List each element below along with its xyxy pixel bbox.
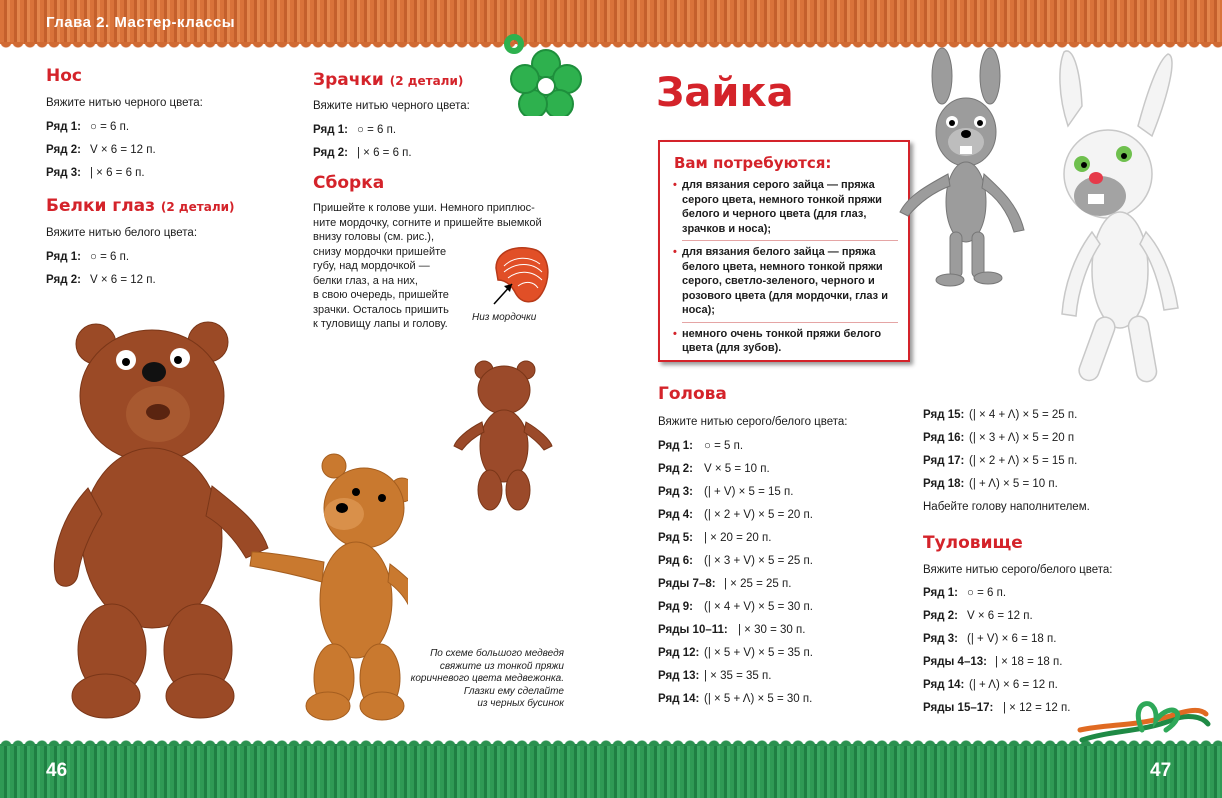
pattern-row: Ряд 1: ○ = 6 п.	[46, 120, 130, 133]
bunny-title: Зайка	[656, 70, 794, 116]
eye-whites-section	[46, 196, 235, 291]
head-intro: Вяжите нитью серого/белого цвета:	[658, 416, 848, 428]
small-bear-caption: По схеме большого медведя свяжите из тонкой пряжи коричневого цвета медвежонка. Глазки ему сделайте из черных бусинок	[410, 648, 564, 709]
pupils-title: Зрачки (2 детали)	[313, 70, 464, 90]
pattern-row: Ряд 1: ○ = 6 п.	[46, 250, 130, 263]
assembly-text: Пришейте к голове уши. Немного приплюс- ните мордочку, согните и пришейте выемкой внизу головы (см. рис.), снизу мордочки пришейте губу, над мордочкой — белки глаз, а на них, в свою очередь, пришейте зрачки. Осталось пришить к туловищу лапы и голову.	[313, 202, 542, 330]
materials-title: Вам потребуются:	[674, 154, 832, 172]
pattern-row: Ряд 1: ○ = 6 п.	[313, 123, 397, 136]
pattern-row: Ряд 13: | × 35 = 35 п.	[658, 669, 772, 682]
materials-item: • для вязания серого зайца — пряжа серого цвета, немного тонкой пряжи белого и черного цвета (для глаз, зрачков и носа);	[682, 178, 898, 241]
pattern-row: Ряд 2: V × 6 = 12 п.	[923, 609, 1033, 622]
pupils-section	[313, 70, 470, 164]
pattern-row: Ряд 2: V × 6 = 12 п.	[46, 273, 156, 286]
nose-title: Нос	[46, 66, 82, 86]
knit-footer-band	[0, 744, 1222, 798]
pattern-row: Ряд 2: V × 6 = 12 п.	[46, 143, 156, 156]
head-title: Голова	[658, 384, 727, 404]
pattern-row: Ряд 2: V × 5 = 10 п.	[658, 462, 770, 475]
small-bear-photo	[244, 452, 408, 724]
muzzle-caption: Низ мордочки	[472, 312, 537, 323]
pattern-row: Ряд 2: | × 6 = 6 п.	[313, 146, 412, 159]
pattern-row: Ряд 5: | × 20 = 20 п.	[658, 531, 772, 544]
white-bunny-photo	[1028, 46, 1204, 396]
pattern-row: Ряд 18: (| + Λ) × 5 = 10 п.	[923, 477, 1058, 490]
pattern-row: Ряды 15–17: | × 12 = 12 п.	[923, 701, 1071, 714]
pattern-row: Ряд 12: (| × 5 + V) × 5 = 35 п.	[658, 646, 813, 659]
materials-item: • немного очень тонкой пряжи белого цвета (для зубов).	[682, 327, 898, 360]
pattern-row: Ряд 14: (| × 5 + Λ) × 5 = 30 п.	[658, 692, 813, 705]
materials-item: • для вязания белого зайца — пряжа белого цвета, немного тонкой пряжи серого, светло-зеленого, черного и розового цвета (для мордочки, глаз и носа);	[682, 245, 898, 323]
pattern-row: Ряд 14: (| + Λ) × 6 = 12 п.	[923, 678, 1058, 691]
eye-whites-intro: Вяжите нитью белого цвета:	[46, 227, 198, 239]
assembly-title: Сборка	[313, 173, 385, 193]
pattern-row: Ряд 16: (| × 3 + Λ) × 5 = 20 п	[923, 431, 1075, 444]
pattern-row: Ряд 1: ○ = 6 п.	[923, 586, 1007, 599]
pattern-row: Ряд 17: (| × 2 + Λ) × 5 = 15 п.	[923, 454, 1078, 467]
page-number-left: 46	[46, 760, 68, 781]
pattern-row: Ряд 1: ○ = 5 п.	[658, 439, 744, 452]
nose-intro: Вяжите нитью черного цвета:	[46, 97, 203, 109]
big-bear-photo	[40, 318, 270, 722]
pupils-intro: Вяжите нитью черного цвета:	[313, 100, 470, 112]
muzzle-diagram	[478, 240, 558, 312]
head-section-continued	[923, 403, 1090, 515]
pattern-row: Ряды 7–8: | × 25 = 25 п.	[658, 577, 792, 590]
body-title: Туловище	[923, 533, 1023, 553]
page-number-right: 47	[1150, 760, 1172, 781]
pattern-row: Ряд 3: (| + V) × 5 = 15 п.	[658, 485, 794, 498]
nose-section	[46, 66, 203, 184]
flower-decoration	[496, 28, 588, 116]
pattern-row: Ряд 3: | × 6 = 6 п.	[46, 166, 145, 179]
head-outro: Набейте голову наполнителем.	[923, 501, 1090, 513]
pattern-row: Ряды 4–13: | × 18 = 18 п.	[923, 655, 1063, 668]
body-intro: Вяжите нитью серого/белого цвета:	[923, 564, 1113, 576]
yarn-bow-decoration	[1072, 690, 1212, 760]
pattern-row: Ряд 4: (| × 2 + V) × 5 = 20 п.	[658, 508, 813, 521]
pattern-row: Ряд 3: (| + V) × 6 = 18 п.	[923, 632, 1057, 645]
gray-bunny-photo	[896, 46, 1028, 290]
bear-back-view-photo	[452, 360, 556, 512]
head-section	[658, 384, 848, 710]
pattern-row: Ряды 10–11: | × 30 = 30 п.	[658, 623, 806, 636]
chapter-title: Глава 2. Мастер-классы	[46, 14, 236, 31]
eye-whites-title: Белки глаз (2 детали)	[46, 196, 235, 216]
pattern-row: Ряд 15: (| × 4 + Λ) × 5 = 25 п.	[923, 408, 1078, 421]
pattern-row: Ряд 6: (| × 3 + V) × 5 = 25 п.	[658, 554, 813, 567]
pattern-row: Ряд 9: (| × 4 + V) × 5 = 30 п.	[658, 600, 813, 613]
materials-box	[658, 140, 910, 362]
